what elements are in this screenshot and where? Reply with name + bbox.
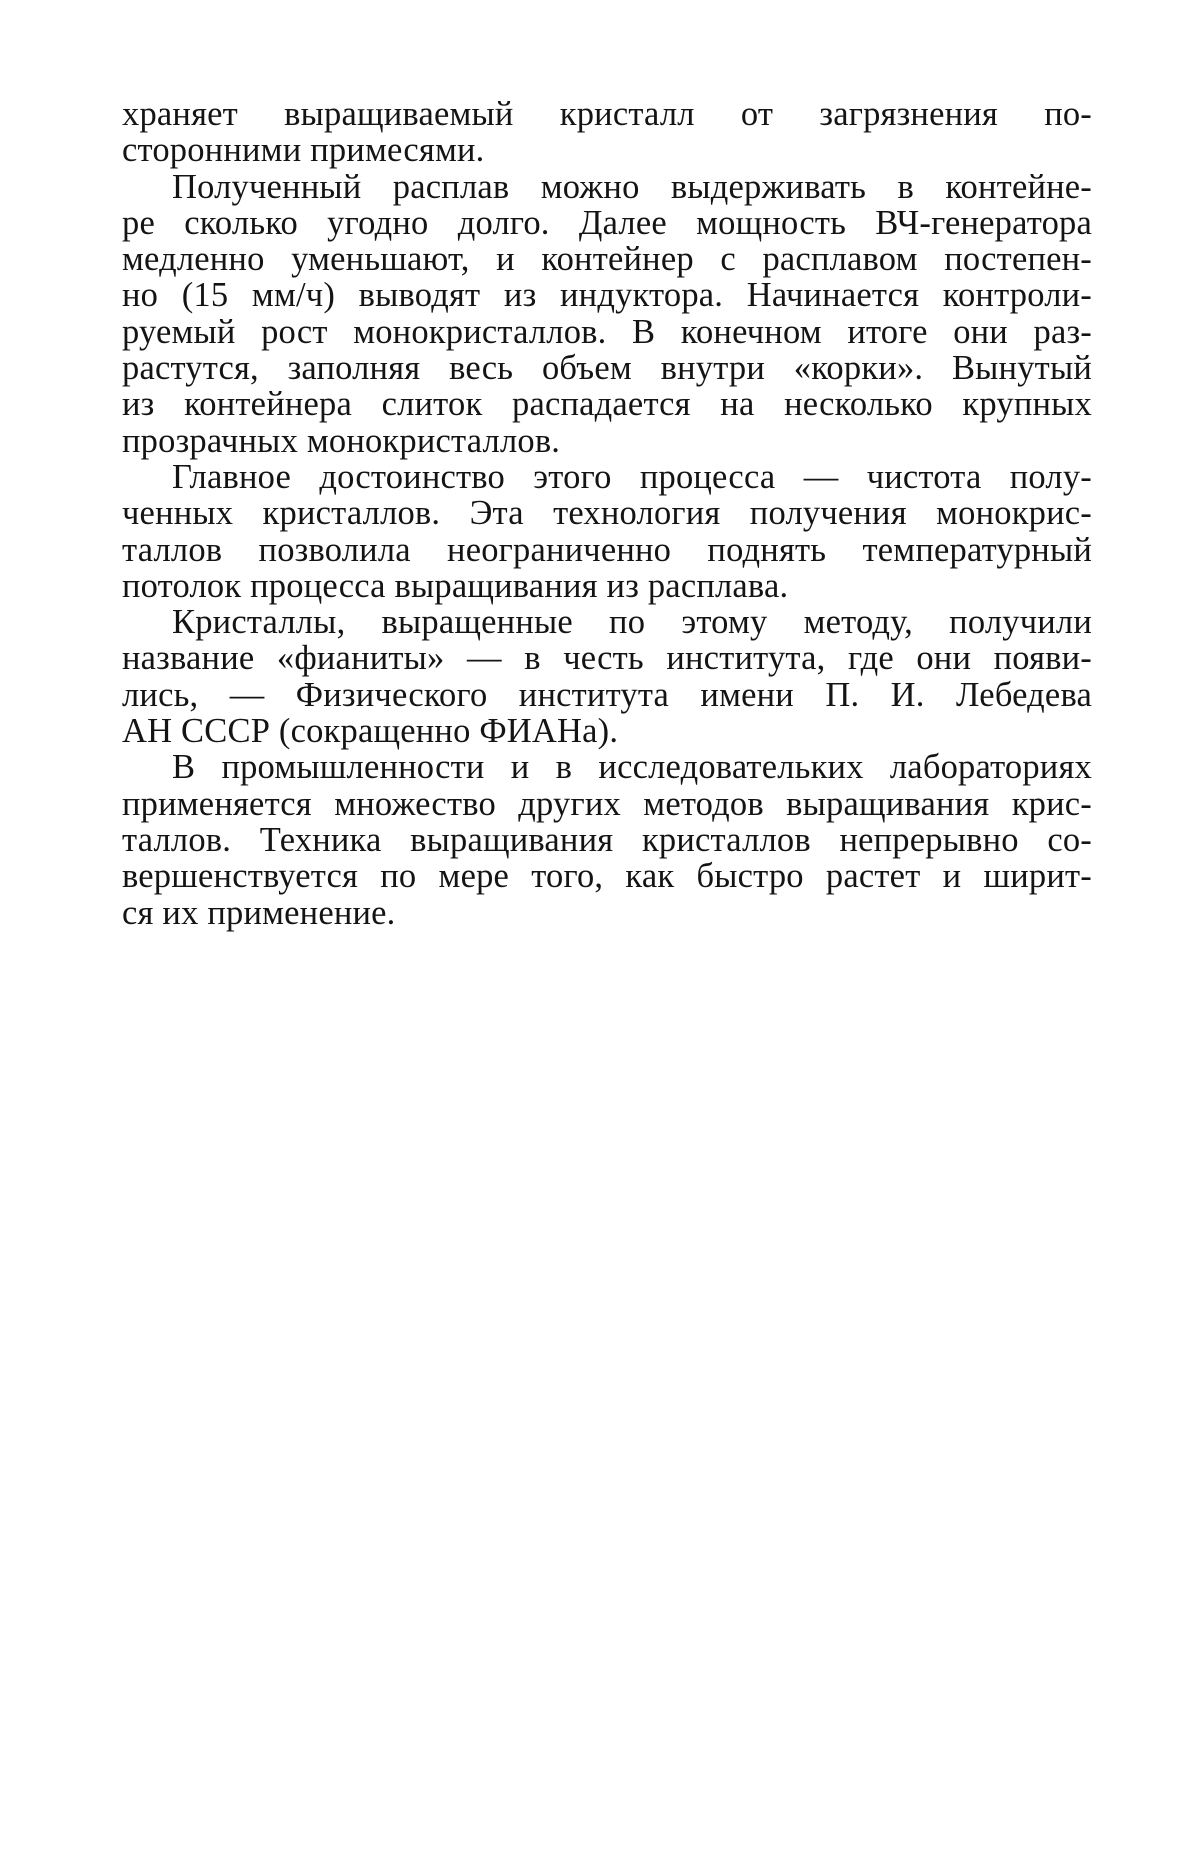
text-line: АН СССР (сокращенно ФИАНа). — [122, 712, 619, 751]
text-line: храняет выращиваемый кристалл от загрязнения по- — [122, 95, 1092, 133]
paragraph-5 — [122, 749, 1092, 930]
text-line: таллов. Техника выращивания кристаллов непрерывно со- — [122, 820, 1092, 859]
text-line: прозрачных монокристаллов. — [122, 421, 561, 460]
text-line: из контейнера слиток распадается на несколько крупных — [122, 385, 1092, 424]
text-line: название «фианиты» — в честь института, где они появи- — [122, 639, 1092, 678]
text-line: но (15 мм/ч) выводят из индуктора. Начинается контроли- — [122, 276, 1092, 315]
text-line: сторонними примесями. — [122, 131, 485, 170]
text-line: ченных кристаллов. Эта технология получения монокрис- — [122, 494, 1092, 533]
paragraph-2 — [122, 169, 1092, 459]
text-line: ся их применение. — [122, 893, 396, 932]
text-line: Полученный расплав можно выдерживать в контейне- — [172, 167, 1092, 206]
text-line: Кристаллы, выращенные по этому методу, получили — [172, 603, 1092, 642]
text-line: растутся, заполняя весь объем внутри «корки». Вынутый — [122, 349, 1092, 388]
text-line: вершенствуется по мере того, как быстро растет и ширит- — [122, 857, 1092, 896]
text-line: потолок процесса выращивания из расплава. — [122, 566, 789, 605]
text-line: руемый рост монокристаллов. В конечном итоге они раз- — [122, 312, 1092, 351]
text-line: Главное достоинство этого процесса — чистота полу- — [172, 457, 1092, 496]
text-line: медленно уменьшают, и контейнер с расплавом постепен- — [122, 240, 1092, 279]
text-line: лись, — Физического института имени П. И. Лебедева — [122, 675, 1092, 714]
text-line: В промышленности и в исследовательких лабораториях — [172, 748, 1092, 787]
text-line: ре сколько угодно долго. Далее мощность ВЧ-генератора — [122, 203, 1092, 242]
paragraph-4 — [122, 604, 1092, 749]
text-line: таллов позволила неограниченно поднять температурный — [122, 530, 1092, 569]
body-text — [122, 96, 1092, 931]
text-line: применяется множество других методов выращивания крис- — [122, 784, 1092, 823]
paragraph-1 — [122, 96, 1092, 169]
paragraph-3 — [122, 459, 1092, 604]
